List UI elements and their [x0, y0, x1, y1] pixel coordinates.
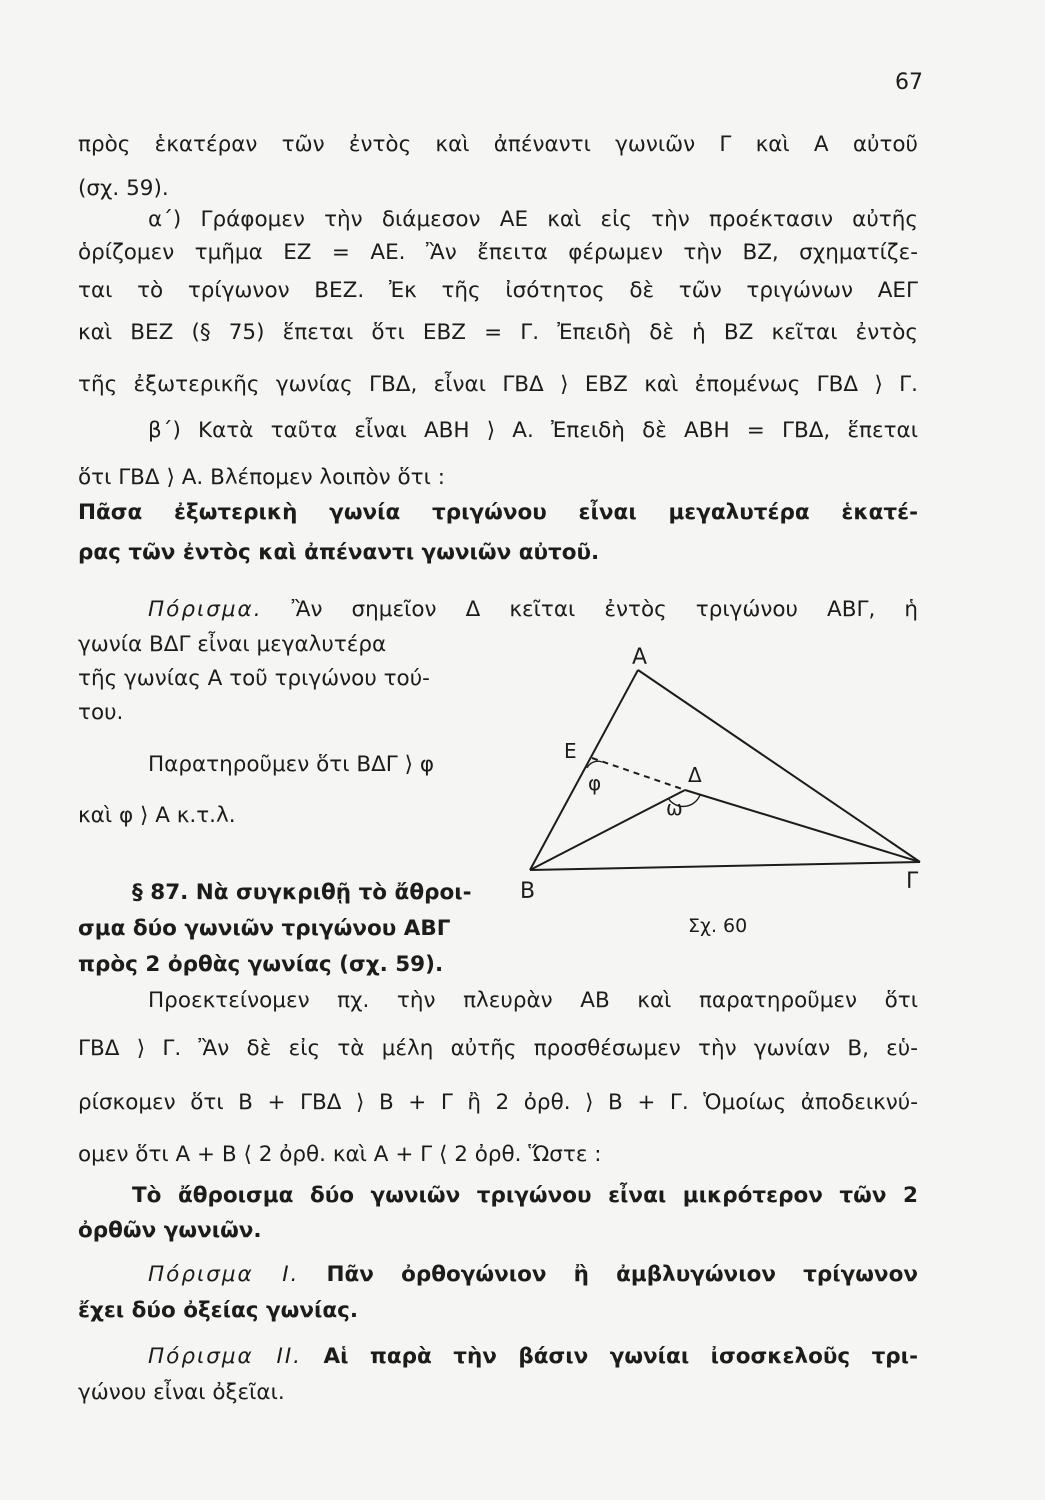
corollary-label: Πόρισμα Ι. — [148, 1262, 300, 1287]
corollary-text: Αἱ παρὰ τὴν βάσιν γωνίαι ἰσοσκελοῦς τρι- — [323, 1344, 918, 1369]
text-line: Προεκτείνομεν πχ. τὴν πλευρὰν ΑΒ καὶ παρατηροῦμεν ὅτι — [148, 988, 918, 1013]
text-line: τῆς γωνίας Α τοῦ τριγώνου τού- — [78, 666, 430, 691]
label-d: Δ — [688, 763, 702, 787]
text-line: γωνία ΒΔΓ εἶναι μεγαλυτέρα — [78, 632, 387, 657]
text-line: του. — [78, 700, 124, 725]
label-e: Ε — [564, 739, 577, 763]
text-line: (σχ. 59). — [78, 176, 169, 201]
side-ab — [530, 670, 638, 870]
side-bg — [530, 862, 920, 870]
corollary-label: Πόρισμα. — [148, 597, 263, 622]
label-omega: ω — [666, 796, 683, 820]
text-line: ρίσκομεν ὅτι Β + ΓΒΔ ⟩ Β + Γ ἢ 2 ὀρθ. ⟩ Β + Γ. Ὁμοίως ἀποδεικνύ- — [78, 1090, 918, 1115]
corollary-line — [148, 1262, 918, 1289]
text-line: ὁρίζομεν τμῆμα ΕΖ = ΑΕ. Ἂν ἔπειτα φέρωμεν τὴν ΒΖ, σχηματίζε- — [78, 240, 918, 265]
theorem-line: Τὸ ἄθροισμα δύο γωνιῶν τριγώνου εἶναι μικρότερον τῶν 2 — [132, 1183, 918, 1208]
segment-dg — [685, 790, 920, 862]
corollary-label: Πόρισμα ΙΙ. — [148, 1344, 303, 1369]
text-line: α΄) Γράφομεν τὴν διάμεσον ΑΕ καὶ εἰς τὴν προέκτασιν αὐτῆς — [148, 207, 918, 232]
text-line: ομεν ὅτι Α + Β ⟨ 2 ὀρθ. καὶ Α + Γ ⟨ 2 ὀρθ. Ὥστε : — [78, 1142, 602, 1167]
text-line: τῆς ἐξωτερικῆς γωνίας ΓΒΔ, εἶναι ΓΒΔ ⟩ ΕΒΖ καὶ ἐπομένως ΓΒΔ ⟩ Γ. — [78, 372, 918, 397]
label-phi: φ — [588, 771, 602, 795]
text-line: ΓΒΔ ⟩ Γ. Ἂν δὲ εἰς τὰ μέλη αὐτῆς προσθέσωμεν τὴν γωνίαν Β, εὑ- — [78, 1036, 918, 1061]
segment-ed — [592, 758, 685, 790]
text-line: γώνου εἶναι ὀξεῖαι. — [78, 1380, 285, 1405]
label-a: Α — [632, 645, 648, 670]
segment-bd — [530, 790, 685, 870]
section-heading: πρὸς 2 ὀρθὰς γωνίας (σχ. 59). — [78, 952, 444, 977]
text-line: καὶ ΒΕΖ (§ 75) ἕπεται ὅτι ΕΒΖ = Γ. Ἐπειδὴ δὲ ἡ ΒΖ κεῖται ἐντὸς — [78, 320, 918, 345]
label-b: Β — [520, 879, 536, 904]
corollary-text: Ἂν σημεῖον Δ κεῖται ἐντὸς τριγώνου ΑΒΓ, ἡ — [291, 597, 918, 622]
text-line: καὶ φ ⟩ Α κ.τ.λ. — [78, 803, 236, 828]
theorem-line: Πᾶσα ἐξωτερικὴ γωνία τριγώνου εἶναι μεγαλυτέρα ἑκατέ- — [78, 500, 918, 525]
section-heading: σμα δύο γωνιῶν τριγώνου ΑΒΓ — [78, 916, 451, 941]
theorem-line: ρας τῶν ἐντὸς καὶ ἀπέναντι γωνιῶν αὐτοῦ. — [78, 540, 600, 565]
text-line: πρὸς ἑκατέραν τῶν ἐντὸς καὶ ἀπέναντι γωνιῶν Γ καὶ Α αὐτοῦ — [78, 132, 918, 157]
figure-caption: Σχ. 60 — [688, 915, 748, 937]
text-line: ἔχει δύο ὀξείας γωνίας. — [78, 1298, 359, 1323]
text-line: β΄) Κατὰ ταῦτα εἶναι ΑΒΗ ⟩ Α. Ἐπειδὴ δὲ ΑΒΗ = ΓΒΔ, ἕπεται — [148, 418, 918, 443]
text-line: ὅτι ΓΒΔ ⟩ Α. Βλέπομεν λοιπὸν ὅτι : — [78, 465, 445, 490]
corollary-text: Πᾶν ὀρθογώνιον ἢ ἀμβλυγώνιον τρίγωνον — [326, 1262, 918, 1287]
corollary-line — [148, 597, 918, 624]
page-number: 67 — [895, 70, 923, 95]
side-ag — [638, 670, 920, 862]
text-line: Παρατηροῦμεν ὅτι ΒΔΓ ⟩ φ — [148, 752, 434, 777]
text-line: ται τὸ τρίγωνον ΒΕΖ. Ἐκ τῆς ἰσότητος δὲ τῶν τριγώνων ΑΕΓ — [78, 278, 918, 303]
triangle-figure — [510, 640, 930, 950]
corollary-line — [148, 1344, 918, 1371]
label-g: Γ — [906, 869, 919, 894]
theorem-line: ὀρθῶν γωνιῶν. — [78, 1218, 262, 1243]
section-heading: § 87. Νὰ συγκριθῇ τὸ ἄθροι- — [132, 880, 472, 905]
